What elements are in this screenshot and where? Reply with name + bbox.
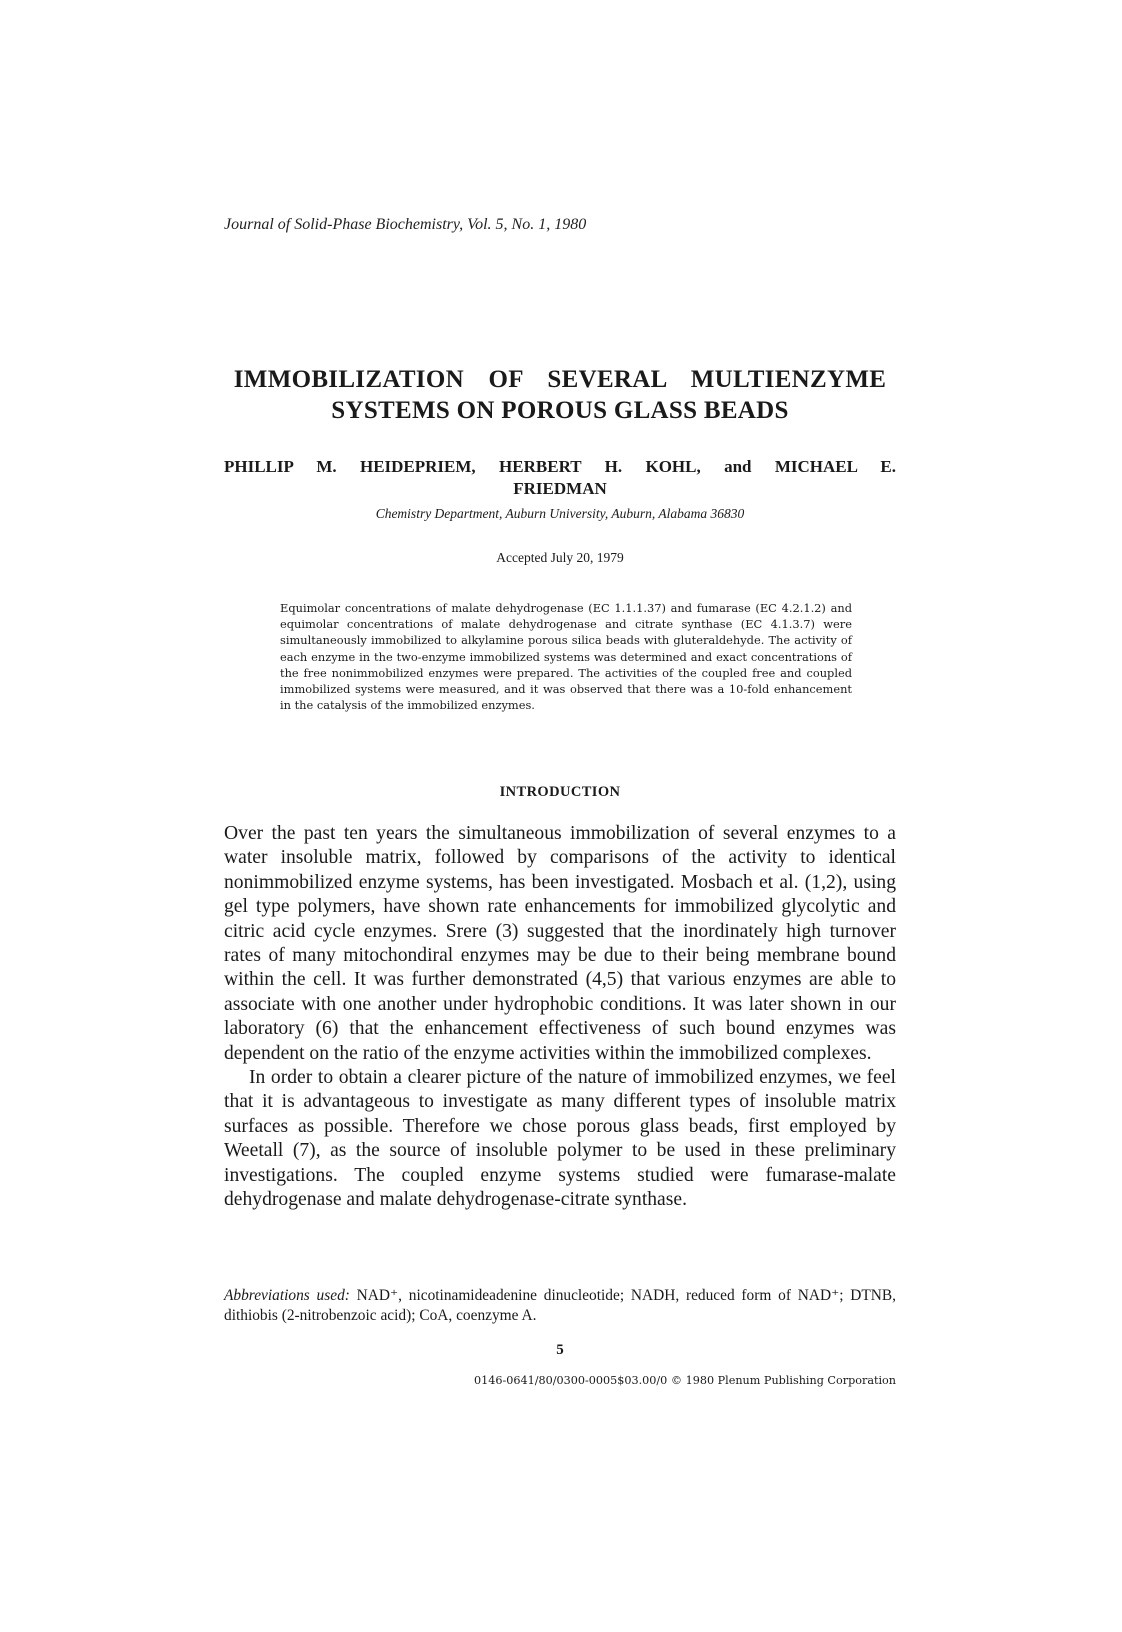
article-title (180, 364, 940, 426)
introduction-paragraph-1: Over the past ten years the simultaneous immobilization of several enzymes to a water insoluble matrix, followed by comparisons of the activity to identical nonimmobilized enzyme systems, has been investigated. Mosbach et al. (1,2), using gel type polymers, have shown rate enhancements for immobilized glycolytic and citric acid cycle enzymes. Srere (3) suggested that the inordinately high turnover rates of many mitochondiral enzymes may be due to their being membrane bound within the cell. It was further demonstrated (4,5) that various enzymes are able to associate with one another under hydrophobic conditions. It was later shown in our laboratory (6) that the enhancement effectiveness of such bound enzymes was dependent on the ratio of the enzyme activities within the immobilized complexes. (224, 823, 896, 1064)
introduction-paragraph-2: In order to obtain a clearer picture of the nature of immobilized enzymes, we feel that it is advantageous to investigate as many different types of insoluble matrix surfaces as possible. Therefore we chose porous glass beads, first employed by Weetall (7), as the source of insoluble polymer to be used in these preliminary investigations. The coupled enzyme systems studied were fumarase-malate dehydrogenase and malate dehydrogenase-citrate synthase. (224, 1067, 896, 1211)
abbreviations-label: Abbreviations used: (224, 1287, 350, 1304)
author-list-line-1: PHILLIP M. HEIDEPRIEM, HERBERT H. KOHL, and MICHAEL E. (224, 457, 896, 476)
abbreviations-text: NAD⁺, nicotinamideadenine dinucleotide; NADH, reduced form of NAD⁺; DTNB, dithiobis (2-nitrobenzoic acid); CoA, coenzyme A. (224, 1287, 896, 1324)
abbreviations-footnote (224, 1286, 896, 1326)
journal-citation: Journal of Solid-Phase Biochemistry, Vol. 5, No. 1, 1980 (224, 216, 587, 233)
article-title-line-1: IMMOBILIZATION OF SEVERAL MULTIENZYME (233, 366, 887, 393)
accepted-date: Accepted July 20, 1979 (496, 550, 624, 565)
article-title-line-2: SYSTEMS ON POROUS GLASS BEADS (331, 397, 789, 424)
author-list-line-2: FRIEDMAN (513, 479, 607, 498)
author-affiliation: Chemistry Department, Auburn University, Auburn, Alabama 36830 (375, 506, 745, 521)
introduction-heading: INTRODUCTION (499, 784, 621, 800)
abstract: Equimolar concentrations of malate dehydrogenase (EC 1.1.1.37) and fumarase (EC 4.2.1.2) and equimolar concentrations of malate dehydrogenase and citrate synthase (EC 4.1.3.7) were simultaneously immobilized to alkylamine porous silica beads with gluteraldehyde. The activity of each enzyme in the two-enzyme immobilized systems was determined and exact concentrations of the free nonimmobilized enzymes were prepared. The activities of the coupled free and coupled immobilized systems were measured, and it was observed that there was a 10-fold enhancement in the catalysis of the immobilized enzymes. (280, 601, 852, 713)
copyright-line: 0146-0641/80/0300-0005$03.00/0 © 1980 Plenum Publishing Corporation (474, 1374, 896, 1387)
author-list (224, 456, 896, 500)
page-number: 5 (556, 1342, 564, 1358)
introduction-body (224, 822, 896, 1213)
